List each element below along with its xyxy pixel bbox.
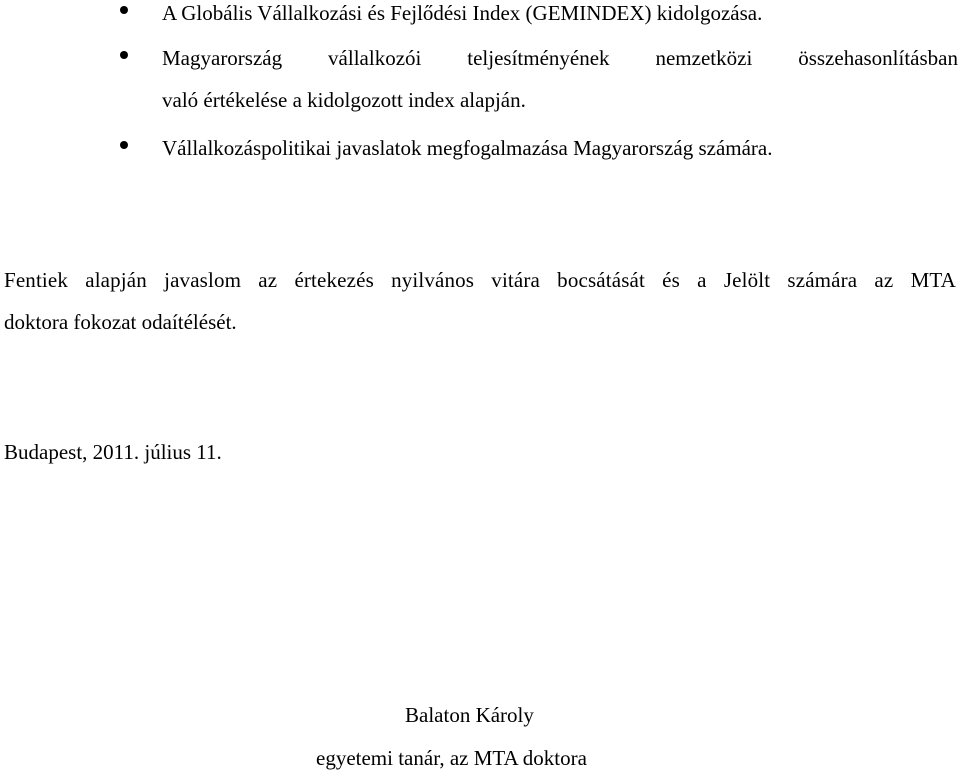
paragraph-line: doktora fokozat odaítélését. [4,310,237,334]
bullet-text: A Globális Vállalkozási és Fejlődési Index (GEMINDEX) kidolgozása. [162,1,763,25]
bullet-text: Magyarország vállalkozói teljesítményének nemzetközi összehasonlításban [162,46,958,70]
bullet-icon [120,141,128,149]
list-item [0,0,960,34]
list-item [0,37,960,121]
bullet-text: Vállalkozáspolitikai javaslatok megfogalmazása Magyarország számára. [162,136,773,160]
bullet-icon [120,6,128,14]
signatory-name: Balaton Károly [405,703,534,727]
bullet-icon [120,51,128,59]
paragraph-line: Fentiek alapján javaslom az értekezés nyilvános vitára bocsátását és a Jelölt számára az MTA [4,268,956,292]
date-line: Budapest, 2011. július 11. [4,440,222,464]
recommendation-paragraph [4,259,956,343]
list-item [0,127,960,169]
bullet-text-continuation: való értékelése a kidolgozott index alapján. [162,88,526,112]
signatory-title: egyetemi tanár, az MTA doktora [316,746,587,770]
